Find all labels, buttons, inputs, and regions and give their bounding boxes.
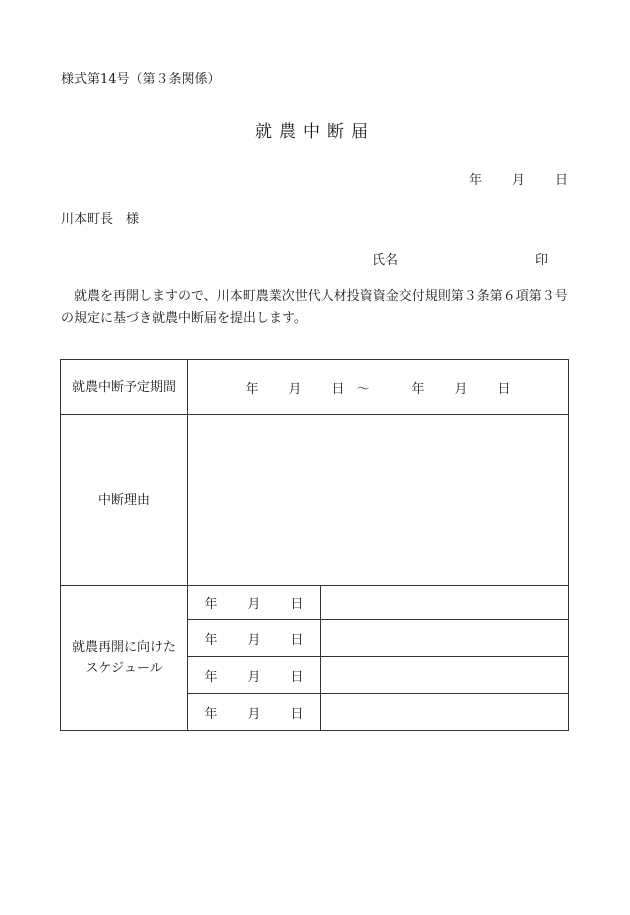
period-label: 就農中断予定期間 xyxy=(61,360,188,415)
period-field[interactable] xyxy=(188,360,569,415)
schedule-day: 日 xyxy=(290,706,304,722)
applicant-name-label: 氏名 xyxy=(372,253,399,268)
period-start-day: 日 xyxy=(331,381,345,397)
date-month-label: 月 xyxy=(511,173,525,188)
submission-date xyxy=(469,169,568,188)
reason-field[interactable] xyxy=(188,415,569,586)
schedule-content-4[interactable] xyxy=(321,694,569,731)
schedule-day: 日 xyxy=(290,632,304,648)
period-start-year: 年 xyxy=(245,381,259,397)
period-end-day: 日 xyxy=(497,381,511,397)
period-start-month: 月 xyxy=(288,381,302,397)
schedule-day: 日 xyxy=(290,669,304,685)
period-tilde: ～ xyxy=(356,381,370,397)
reason-row xyxy=(61,415,569,586)
schedule-day: 日 xyxy=(290,597,304,612)
document-title: 就農中断届 xyxy=(255,122,375,142)
schedule-date-1[interactable] xyxy=(188,586,321,620)
schedule-month: 月 xyxy=(247,632,261,648)
schedule-year: 年 xyxy=(204,632,218,648)
recipient: 川本町長 様 xyxy=(61,212,140,227)
schedule-label xyxy=(61,586,188,731)
schedule-content-1[interactable] xyxy=(321,586,569,620)
schedule-month: 月 xyxy=(247,669,261,685)
form-table xyxy=(60,359,569,731)
schedule-month: 月 xyxy=(247,706,261,722)
schedule-year: 年 xyxy=(204,669,218,685)
schedule-year: 年 xyxy=(204,597,218,612)
schedule-label-line1: 就農再開に向けた xyxy=(71,640,176,655)
reason-label: 中断理由 xyxy=(61,415,188,586)
form-number: 様式第14号（第３条関係） xyxy=(61,72,221,87)
period-row xyxy=(61,360,569,415)
body-text xyxy=(61,286,577,330)
seal-mark: 印 xyxy=(535,253,549,268)
period-end-month: 月 xyxy=(454,381,468,397)
date-day-label: 日 xyxy=(554,173,568,188)
schedule-row xyxy=(61,586,569,620)
period-end-year: 年 xyxy=(411,381,425,397)
body-text-content: 就農を再開しますので、川本町農業次世代人材投資資金交付規則第３条第６項第３号の規定に基づき就農中断届を提出します。 xyxy=(61,289,568,326)
schedule-content-3[interactable] xyxy=(321,657,569,694)
schedule-date-4[interactable] xyxy=(188,694,321,731)
schedule-month: 月 xyxy=(247,597,261,612)
schedule-content-2[interactable] xyxy=(321,620,569,657)
schedule-date-2[interactable] xyxy=(188,620,321,657)
schedule-year: 年 xyxy=(204,706,218,722)
schedule-label-line2: スケジュール xyxy=(85,661,163,676)
date-year-label: 年 xyxy=(468,173,482,188)
schedule-date-3[interactable] xyxy=(188,657,321,694)
